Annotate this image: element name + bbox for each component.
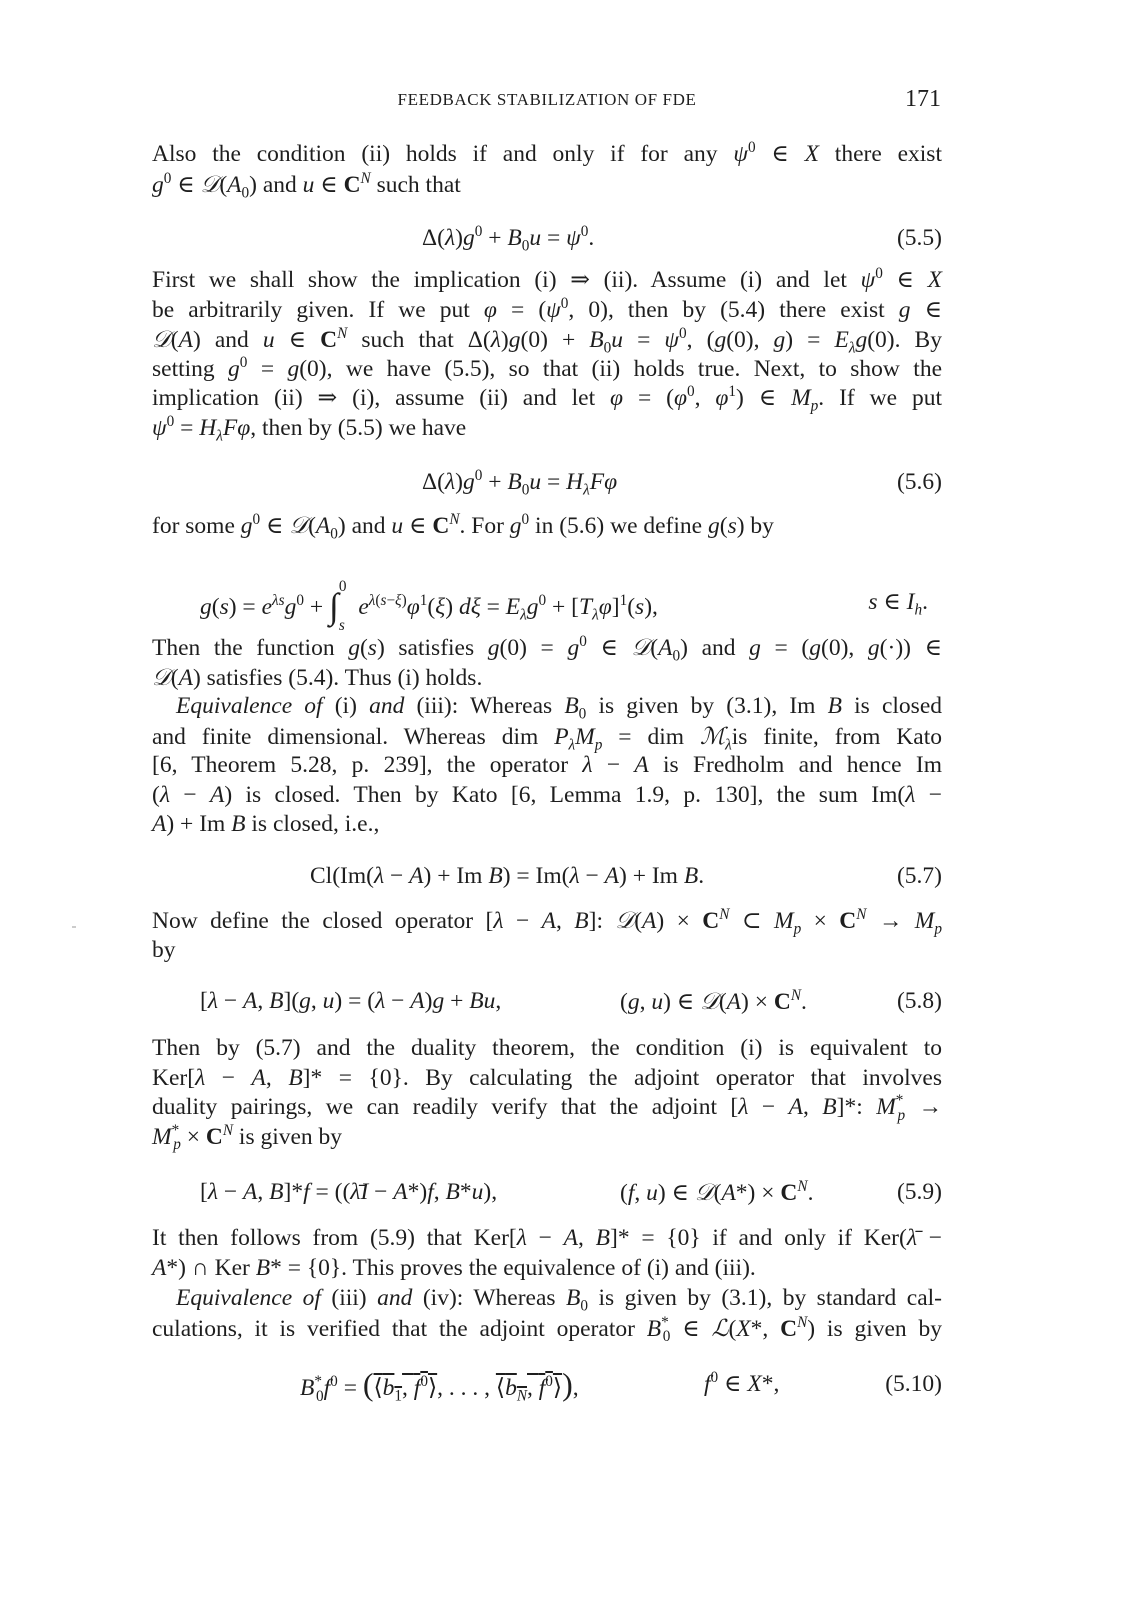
equation-condition: (g, u) ∈ 𝒟(A) × $C^N$. <box>620 987 807 1015</box>
text-line: 𝒟(A) satisfies (5.4). Thus (i) holds. <box>152 662 483 691</box>
paragraph-duality <box>152 1034 942 1152</box>
equation-body: Cl(Im(λ − A) + Im B) = Im(λ − A) + Im B. <box>310 863 705 889</box>
equation-body: $\Delta(\lambda)g^0 + B_0u = H_\lambda F\varphi$ <box>422 467 618 499</box>
text-line: (λ − A) is closed. Then by Kato [6, Lemma 1.9, p. 130], the sum Im(λ − <box>152 781 942 808</box>
text-line: $g^0$ ∈ $𝒟(A_0)$ and u ∈ $C^N$ such that <box>152 169 461 202</box>
text-line: [6, Theorem 5.28, p. 239], the operator λ − A is Fredholm and hence Im <box>152 752 942 778</box>
equation-5-8 <box>152 985 942 1017</box>
text-line: It then follows from (5.9) that Ker[λ − A, B]* = {0} if and only if Ker(λ̄ − <box>152 1225 942 1251</box>
equation-body: [λ − A, B]*f = ((λ̄I − A*)f, B*u), <box>200 1179 498 1205</box>
equation-g-of-s <box>152 578 942 634</box>
text-line: setting $g^0 = g(0)$, we have (5.5), so that (ii) holds true. Next, to show the <box>152 353 942 382</box>
equation-body: $\Delta(\lambda)g^0 + B_0u = \psi^0$. <box>422 223 595 255</box>
paragraph-equivalence-iii-iv <box>152 1284 942 1346</box>
text-line: Then the function g(s) satisfies $g(0) = g^0$ ∈ $𝒟(A_0)$ and g = (g(0), g(·)) ∈ <box>152 633 943 665</box>
equation-5-5 <box>152 222 942 254</box>
equation-5-9 <box>152 1176 942 1208</box>
equation-number: (5.7) <box>896 863 942 889</box>
text-line: A) + Im B is closed, i.e., <box>152 811 380 837</box>
text-line: duality pairings, we can readily verify that the adjoint [λ − A, B]*: $M^*_p$ → <box>152 1092 943 1124</box>
text-line: $M^*_p \times C^N$ is given by <box>152 1121 343 1154</box>
paragraph-closed-operator <box>152 906 942 965</box>
text-line: for some $g^0$ ∈ $𝒟(A_0)$ and u ∈ $C^N$. For $g^0$ in (5.6) we define g(s) by <box>152 511 774 543</box>
equation-body: $g(s) = e^{\lambda s}g^0 + \int_s^0$ $e^{\lambda(s-\xi)}\varphi^1(\xi) d\xi = E_\lambda g^0 + [T_\lambda\varphi]^1(s)$, <box>200 578 658 634</box>
text-line: Equivalence of (iii) and (iv): Whereas $B_0$ is given by (3.1), by standard cal- <box>176 1285 942 1315</box>
text-line: Equivalence of (i) and (iii): Whereas $B_0$ is given by (3.1), Im B is closed <box>176 693 942 723</box>
paragraph-equivalence-i-iii <box>152 692 942 840</box>
text-line: Then by (5.7) and the duality theorem, the condition (i) is equivalent to <box>152 1035 942 1061</box>
text-line: 𝒟(A) and u ∈ $C^N$ such that $\Delta(\lambda)g(0) + B_0u = \psi^0$, (g(0), $g) = E_\lambda g(0)$. By <box>152 325 942 357</box>
equation-number: (5.6) <box>896 469 942 495</box>
paragraph-implication <box>152 266 942 443</box>
text-line: Ker[λ − A, B]* = {0}. By calculating the adjoint operator that involves <box>152 1064 943 1091</box>
equation-5-10 <box>152 1368 942 1404</box>
equation-condition: s ∈ $I_h$. <box>868 589 928 619</box>
paragraph-ker-equivalence <box>152 1224 942 1283</box>
equation-condition: $f^0$ ∈ X*, <box>704 1369 780 1397</box>
text-line: by <box>152 936 176 963</box>
text-line: and finite dimensional. Whereas dim $P_\lambda M_p$ = dim ℳ$_\lambda$is finite, from Kato <box>152 721 942 754</box>
paragraph-thus-i-holds <box>152 633 942 692</box>
equation-body: [λ − A, B](g, u) = (λ − A)g + Bu, <box>200 988 502 1014</box>
text-line: Also the condition (ii) holds if and only if for any $\psi^0$ ∈ X there exist <box>152 139 942 167</box>
paragraph-condition-ii <box>152 139 942 202</box>
text-line: Now define the closed operator [λ − A, B]: 𝒟(A) × $C^N$ ⊂ $M_p \times C^N \to M_p$ <box>152 906 943 938</box>
text-line: A*) ∩ Ker B* = {0}. This proves the equivalence of (i) and (iii). <box>152 1254 756 1281</box>
equation-condition: (f, u) ∈ 𝒟(A*) × $C^N$. <box>620 1178 814 1206</box>
equation-number: (5.5) <box>896 225 942 251</box>
text-line: First we shall show the implication (i) ⇒ (ii). Assume (i) and let $\psi^0$ ∈ X <box>152 265 942 293</box>
equation-number: (5.8) <box>896 988 942 1014</box>
equation-body: $B^*_0f^0$ = ($⟨b_1$, $f^0⟩$, . . . , $⟨b_N$, $f^0⟩$), <box>300 1366 579 1405</box>
text-line: $\psi^0 = H_\lambda F\varphi$, then by (5.5) we have <box>152 412 467 445</box>
page-number: 171 <box>905 86 941 112</box>
text-line: culations, it is verified that the adjoint operator $B^*_0$ ∈ ℒ(X*, $C^N$) is given by <box>152 1313 942 1346</box>
paragraph-define-g <box>152 511 942 541</box>
scan-speck <box>72 926 76 928</box>
text-line: be arbitrarily given. If we put $\varphi = (\psi^0$, 0), then by (5.4) there exist g ∈ <box>152 294 942 323</box>
equation-number: (5.9) <box>896 1179 942 1205</box>
equation-5-7 <box>152 860 942 892</box>
text-line: implication (ii) ⇒ (i), assume (ii) and let $\varphi = (\varphi^0$, $\varphi^1$) ∈ $M_p$. If we put <box>152 383 942 415</box>
page-header <box>153 86 941 116</box>
running-title: FEEDBACK STABILIZATION OF FDE <box>397 90 697 109</box>
equation-number: (5.10) <box>885 1371 942 1397</box>
equation-5-6 <box>152 466 942 498</box>
